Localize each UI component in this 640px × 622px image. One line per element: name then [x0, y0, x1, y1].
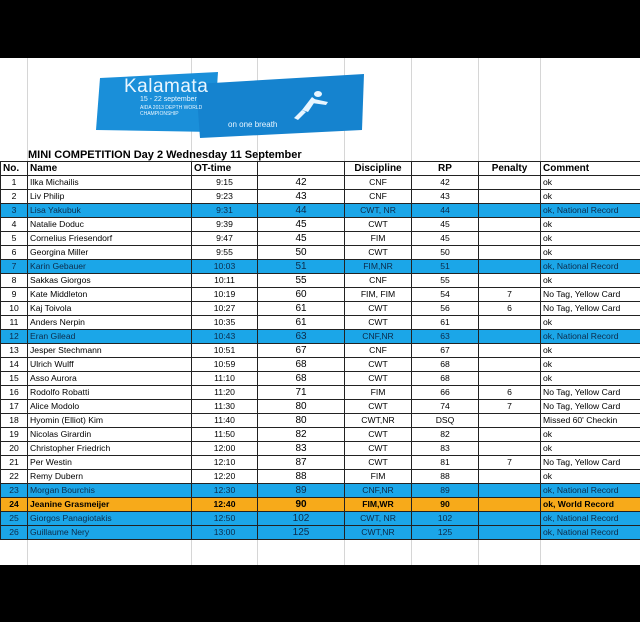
table-row	[1, 372, 640, 386]
cell-ot-time: 12:20	[192, 470, 258, 484]
cell-rp: 81	[412, 456, 479, 470]
table-row	[1, 330, 640, 344]
cell-discipline: CWT	[345, 400, 412, 414]
table-row	[1, 302, 640, 316]
cell-ot-time: 10:43	[192, 330, 258, 344]
cell-name: Eran Gilead	[28, 330, 192, 344]
table-row	[1, 288, 640, 302]
table-row	[1, 498, 640, 512]
cell-ot-time: 10:19	[192, 288, 258, 302]
cell-ot-time: 11:50	[192, 428, 258, 442]
table-row	[1, 442, 640, 456]
table-row	[1, 512, 640, 526]
cell-penalty	[479, 232, 541, 246]
cell-ot-time: 12:00	[192, 442, 258, 456]
cell-ap: 125	[258, 526, 345, 540]
header-name: Name	[28, 162, 192, 176]
cell-discipline: CWT	[345, 316, 412, 330]
cell-rp: 125	[412, 526, 479, 540]
cell-penalty	[479, 218, 541, 232]
cell-ap: 42	[258, 176, 345, 190]
cell-name: Georgina Miller	[28, 246, 192, 260]
cell-name: Jeanine Grasmeijer	[28, 498, 192, 512]
spreadsheet	[0, 58, 640, 565]
cell-ot-time: 10:11	[192, 274, 258, 288]
cell-no: 2	[1, 190, 28, 204]
cell-ap: 61	[258, 316, 345, 330]
cell-rp: 44	[412, 204, 479, 218]
table-row	[1, 386, 640, 400]
cell-ot-time: 9:31	[192, 204, 258, 218]
cell-ot-time: 9:39	[192, 218, 258, 232]
cell-penalty	[479, 358, 541, 372]
cell-penalty	[479, 190, 541, 204]
cell-penalty	[479, 274, 541, 288]
cell-ap: 82	[258, 428, 345, 442]
cell-name: Hyomin (Elliot) Kim	[28, 414, 192, 428]
cell-no: 25	[1, 512, 28, 526]
cell-ot-time: 11:40	[192, 414, 258, 428]
cell-name: Per Westin	[28, 456, 192, 470]
cell-rp: 67	[412, 344, 479, 358]
cell-discipline: CWT	[345, 442, 412, 456]
cell-ot-time: 12:40	[192, 498, 258, 512]
cell-discipline: CNF	[345, 274, 412, 288]
cell-comment: ok	[541, 428, 640, 442]
cell-name: Jesper Stechmann	[28, 344, 192, 358]
cell-rp: 89	[412, 484, 479, 498]
cell-ot-time: 10:59	[192, 358, 258, 372]
table-row	[1, 526, 640, 540]
cell-name: Anders Nerpin	[28, 316, 192, 330]
cell-ap: 50	[258, 246, 345, 260]
cell-no: 4	[1, 218, 28, 232]
logo-subtitle: AIDA 2013 DEPTH WORLD CHAMPIONSHIP	[140, 105, 203, 117]
cell-ot-time: 9:23	[192, 190, 258, 204]
table-row	[1, 316, 640, 330]
cell-no: 17	[1, 400, 28, 414]
cell-comment: ok, National Record	[541, 330, 640, 344]
cell-ap: 89	[258, 484, 345, 498]
cell-name: Lisa Yakubuk	[28, 204, 192, 218]
cell-rp: 55	[412, 274, 479, 288]
competition-title: MINI COMPETITION Day 2 Wednesday 11 September	[28, 149, 302, 161]
cell-discipline: FIM, FIM	[345, 288, 412, 302]
cell-rp: 68	[412, 372, 479, 386]
cell-comment: No Tag, Yellow Card	[541, 400, 640, 414]
header-rp: RP	[412, 162, 479, 176]
logo-title: Kalamata	[124, 76, 209, 97]
table-row	[1, 274, 640, 288]
cell-rp: 74	[412, 400, 479, 414]
cell-comment: No Tag, Yellow Card	[541, 386, 640, 400]
cell-comment: ok, National Record	[541, 204, 640, 218]
cell-ap: 102	[258, 512, 345, 526]
cell-discipline: FIM	[345, 232, 412, 246]
table-row	[1, 218, 640, 232]
cell-ot-time: 10:51	[192, 344, 258, 358]
header-discipline: Discipline	[345, 162, 412, 176]
table-row	[1, 484, 640, 498]
cell-comment: No Tag, Yellow Card	[541, 288, 640, 302]
table-row	[1, 428, 640, 442]
cell-ot-time: 9:47	[192, 232, 258, 246]
cell-no: 20	[1, 442, 28, 456]
cell-rp: 90	[412, 498, 479, 512]
cell-name: Rodolfo Robatti	[28, 386, 192, 400]
cell-discipline: CNF	[345, 176, 412, 190]
cell-ap: 43	[258, 190, 345, 204]
cell-no: 21	[1, 456, 28, 470]
cell-discipline: CWT	[345, 302, 412, 316]
header-ot: OT-time	[192, 162, 258, 176]
cell-penalty	[479, 498, 541, 512]
cell-penalty	[479, 372, 541, 386]
cell-ap: 45	[258, 232, 345, 246]
cell-penalty: 7	[479, 456, 541, 470]
logo-tagline: on one breath	[228, 120, 278, 129]
cell-ap: 44	[258, 204, 345, 218]
table-row	[1, 470, 640, 484]
table-row	[1, 190, 640, 204]
cell-ot-time: 9:15	[192, 176, 258, 190]
cell-comment: No Tag, Yellow Card	[541, 302, 640, 316]
cell-name: Ilka Michailis	[28, 176, 192, 190]
cell-comment: ok	[541, 372, 640, 386]
cell-ap: 87	[258, 456, 345, 470]
cell-name: Cornelius Friesendorf	[28, 232, 192, 246]
cell-name: Karin Gebauer	[28, 260, 192, 274]
header-penalty: Penalty	[479, 162, 541, 176]
cell-no: 16	[1, 386, 28, 400]
cell-no: 9	[1, 288, 28, 302]
cell-discipline: CWT	[345, 218, 412, 232]
cell-ap: 71	[258, 386, 345, 400]
table-row	[1, 232, 640, 246]
cell-ap: 45	[258, 218, 345, 232]
cell-no: 10	[1, 302, 28, 316]
cell-discipline: CWT, NR	[345, 204, 412, 218]
cell-discipline: FIM	[345, 470, 412, 484]
cell-penalty	[479, 260, 541, 274]
cell-penalty	[479, 344, 541, 358]
cell-ap: 68	[258, 372, 345, 386]
cell-ap: 63	[258, 330, 345, 344]
cell-discipline: FIM,NR	[345, 260, 412, 274]
cell-no: 14	[1, 358, 28, 372]
cell-discipline: CWT	[345, 246, 412, 260]
cell-discipline: CWT	[345, 456, 412, 470]
cell-no: 24	[1, 498, 28, 512]
cell-discipline: CWT	[345, 372, 412, 386]
cell-rp: 66	[412, 386, 479, 400]
cell-comment: ok, National Record	[541, 484, 640, 498]
cell-discipline: CNF,NR	[345, 330, 412, 344]
cell-rp: 63	[412, 330, 479, 344]
cell-name: Alice Modolo	[28, 400, 192, 414]
cell-comment: ok	[541, 442, 640, 456]
cell-penalty: 7	[479, 288, 541, 302]
cell-rp: 82	[412, 428, 479, 442]
table-row	[1, 176, 640, 190]
cell-discipline: CNF	[345, 344, 412, 358]
cell-no: 22	[1, 470, 28, 484]
cell-name: Morgan Bourchis	[28, 484, 192, 498]
cell-penalty	[479, 484, 541, 498]
cell-ot-time: 13:00	[192, 526, 258, 540]
cell-comment: ok	[541, 344, 640, 358]
cell-penalty	[479, 470, 541, 484]
cell-penalty: 6	[479, 386, 541, 400]
header-ap	[258, 162, 345, 176]
cell-no: 8	[1, 274, 28, 288]
cell-comment: ok	[541, 358, 640, 372]
cell-discipline: CNF	[345, 190, 412, 204]
cell-ot-time: 12:50	[192, 512, 258, 526]
cell-rp: 54	[412, 288, 479, 302]
cell-name: Kaj Toivola	[28, 302, 192, 316]
cell-no: 7	[1, 260, 28, 274]
header-no: No.	[1, 162, 28, 176]
header-comment: Comment	[541, 162, 640, 176]
cell-rp: 45	[412, 218, 479, 232]
cell-penalty	[479, 316, 541, 330]
cell-ap: 90	[258, 498, 345, 512]
cell-discipline: CWT	[345, 428, 412, 442]
cell-name: Nicolas Girardin	[28, 428, 192, 442]
cell-rp: 43	[412, 190, 479, 204]
cell-name: Guillaume Nery	[28, 526, 192, 540]
cell-name: Remy Dubern	[28, 470, 192, 484]
cell-ap: 51	[258, 260, 345, 274]
cell-penalty	[479, 526, 541, 540]
cell-ap: 68	[258, 358, 345, 372]
table-row	[1, 456, 640, 470]
cell-comment: ok	[541, 316, 640, 330]
cell-name: Liv Philip	[28, 190, 192, 204]
cell-ot-time: 9:55	[192, 246, 258, 260]
cell-name: Ulrich Wulff	[28, 358, 192, 372]
cell-no: 15	[1, 372, 28, 386]
cell-ot-time: 11:30	[192, 400, 258, 414]
cell-rp: DSQ	[412, 414, 479, 428]
cell-ap: 61	[258, 302, 345, 316]
cell-penalty: 6	[479, 302, 541, 316]
table-row	[1, 204, 640, 218]
cell-ap: 60	[258, 288, 345, 302]
cell-discipline: FIM,WR	[345, 498, 412, 512]
cell-rp: 45	[412, 232, 479, 246]
cell-comment: ok, National Record	[541, 526, 640, 540]
cell-discipline: CWT,NR	[345, 526, 412, 540]
cell-no: 23	[1, 484, 28, 498]
cell-comment: ok	[541, 274, 640, 288]
cell-no: 12	[1, 330, 28, 344]
cell-penalty	[479, 176, 541, 190]
cell-comment: ok, National Record	[541, 260, 640, 274]
cell-ot-time: 10:27	[192, 302, 258, 316]
cell-comment: ok, World Record	[541, 498, 640, 512]
table-row	[1, 414, 640, 428]
cell-rp: 51	[412, 260, 479, 274]
cell-ap: 80	[258, 400, 345, 414]
cell-penalty	[479, 414, 541, 428]
cell-penalty	[479, 428, 541, 442]
cell-rp: 61	[412, 316, 479, 330]
cell-comment: ok	[541, 470, 640, 484]
table-row	[1, 344, 640, 358]
cell-penalty	[479, 442, 541, 456]
cell-no: 18	[1, 414, 28, 428]
cell-comment: Missed 60' Checkin	[541, 414, 640, 428]
cell-ap: 80	[258, 414, 345, 428]
cell-ap: 67	[258, 344, 345, 358]
cell-comment: ok	[541, 218, 640, 232]
cell-comment: ok	[541, 176, 640, 190]
cell-ap: 88	[258, 470, 345, 484]
cell-no: 26	[1, 526, 28, 540]
cell-no: 5	[1, 232, 28, 246]
cell-discipline: CWT	[345, 358, 412, 372]
table-row	[1, 246, 640, 260]
cell-no: 6	[1, 246, 28, 260]
cell-ot-time: 11:10	[192, 372, 258, 386]
cell-comment: ok	[541, 232, 640, 246]
cell-ot-time: 12:30	[192, 484, 258, 498]
cell-name: Giorgos Panagiotakis	[28, 512, 192, 526]
logo-dates: 15 - 22 september	[140, 96, 197, 103]
cell-name: Christopher Friedrich	[28, 442, 192, 456]
cell-discipline: CNF,NR	[345, 484, 412, 498]
cell-penalty	[479, 204, 541, 218]
cell-ap: 55	[258, 274, 345, 288]
cell-discipline: FIM	[345, 386, 412, 400]
cell-comment: No Tag, Yellow Card	[541, 456, 640, 470]
cell-ap: 83	[258, 442, 345, 456]
cell-no: 19	[1, 428, 28, 442]
cell-name: Asso Aurora	[28, 372, 192, 386]
cell-no: 1	[1, 176, 28, 190]
cell-rp: 50	[412, 246, 479, 260]
cell-no: 13	[1, 344, 28, 358]
cell-ot-time: 10:35	[192, 316, 258, 330]
table-row	[1, 358, 640, 372]
cell-penalty	[479, 246, 541, 260]
cell-penalty: 7	[479, 400, 541, 414]
results-table	[0, 161, 640, 540]
cell-rp: 56	[412, 302, 479, 316]
cell-rp: 83	[412, 442, 479, 456]
cell-penalty	[479, 512, 541, 526]
cell-no: 11	[1, 316, 28, 330]
table-row	[1, 400, 640, 414]
cell-discipline: CWT, NR	[345, 512, 412, 526]
header-row	[1, 162, 640, 176]
cell-rp: 42	[412, 176, 479, 190]
cell-discipline: CWT,NR	[345, 414, 412, 428]
cell-rp: 102	[412, 512, 479, 526]
cell-penalty	[479, 330, 541, 344]
cell-no: 3	[1, 204, 28, 218]
cell-name: Natalie Doduc	[28, 218, 192, 232]
cell-rp: 88	[412, 470, 479, 484]
cell-rp: 68	[412, 358, 479, 372]
cell-ot-time: 12:10	[192, 456, 258, 470]
cell-comment: ok, National Record	[541, 512, 640, 526]
cell-ot-time: 10:03	[192, 260, 258, 274]
cell-comment: ok	[541, 190, 640, 204]
table-row	[1, 260, 640, 274]
cell-name: Kate Middleton	[28, 288, 192, 302]
cell-name: Sakkas Giorgos	[28, 274, 192, 288]
cell-ot-time: 11:20	[192, 386, 258, 400]
cell-comment: ok	[541, 246, 640, 260]
